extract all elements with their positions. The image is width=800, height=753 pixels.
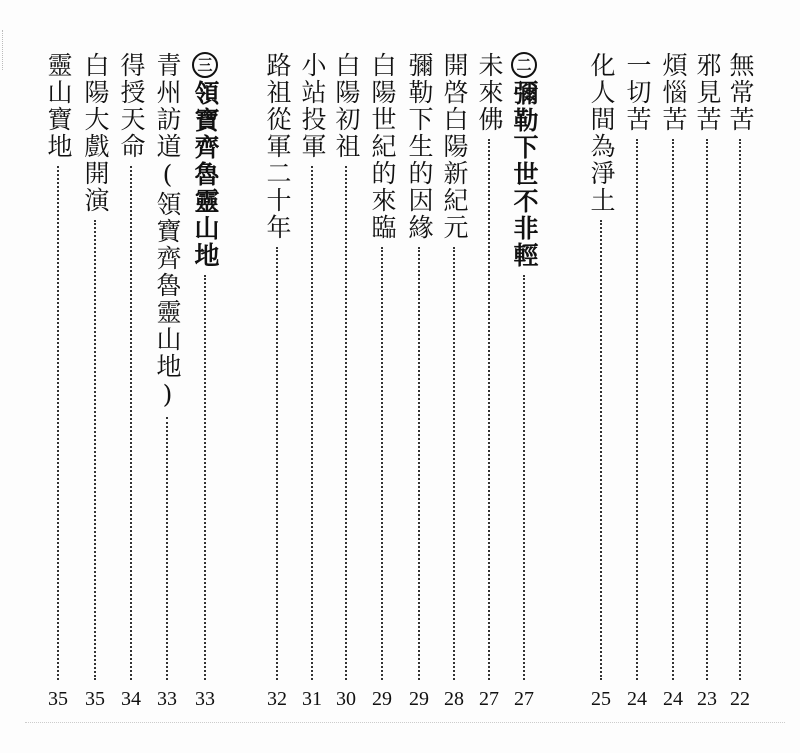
toc-entry-deshou-tianming [114,52,148,712]
dotted-leader [418,247,420,680]
toc-entry-hua-renjian [584,52,618,712]
entry-page-number: 25 [591,688,611,710]
section-number-circle: 二 [511,52,537,78]
toc-entry-weilai-fo [472,52,506,712]
dotted-leader [523,275,525,680]
entry-title: 路祖從軍二十年 [263,52,292,241]
scan-artifact [2,30,6,70]
entry-page-number: 35 [48,688,68,710]
entry-title: 開啓白陽新紀元 [440,52,469,241]
entry-title: 化人間為淨土 [587,52,616,214]
section-title: 彌勒下世不非輕 [510,80,539,269]
toc-entry-lingshan-baodi [41,52,75,712]
dotted-leader [672,139,674,680]
toc-entry-luzu-congjun [260,52,294,712]
dotted-leader [276,247,278,680]
entry-page-number: 31 [302,688,322,710]
toc-entry-xiaozhan-toujun [295,52,329,712]
entry-page-number: 35 [85,688,105,710]
dotted-leader [204,275,206,680]
dotted-leader [381,247,383,680]
toc-entry-xiejian-ku [690,52,724,712]
scan-bottom-edge [25,722,785,723]
dotted-leader [345,166,347,680]
dotted-leader [488,139,490,680]
dotted-leader [311,166,313,680]
toc-section-2 [507,52,541,712]
toc-entry-mile-xiasheng [402,52,436,712]
entry-page-number: 32 [267,688,287,710]
entry-title: 彌勒下生的因緣 [405,52,434,241]
entry-title: 小站投軍 [298,52,327,160]
toc-entry-baiyang-shiji [365,52,399,712]
entry-page-number: 28 [444,688,464,710]
section-title: 領寶齊魯靈山地 [191,80,220,269]
toc-entry-baiyang-chuzu [329,52,363,712]
entry-title: 未來佛 [475,52,504,133]
toc-section-3 [188,52,222,712]
entry-title: 白陽初祖 [332,52,361,160]
entry-title: 無常苦 [726,52,755,133]
entry-page-number: 33 [195,688,215,710]
dotted-leader [600,220,602,680]
entry-page-number: 23 [697,688,717,710]
entry-page-number: 22 [730,688,750,710]
entry-page-number: 29 [409,688,429,710]
entry-page-number: 34 [121,688,141,710]
section-number-circle: 三 [192,52,218,78]
entry-title: 得授天命 [117,52,146,160]
entry-title: 一切苦 [623,52,652,133]
entry-page-number: 29 [372,688,392,710]
entry-title: 邪見苦 [693,52,722,133]
toc-entry-kaiqi-baiyang [437,52,471,712]
toc-entry-qingzhou-fangdao [150,52,184,712]
dotted-leader [94,220,96,680]
entry-page-number: 24 [663,688,683,710]
dotted-leader [453,247,455,680]
toc-entry-yiqie-ku [620,52,654,712]
dotted-leader [706,139,708,680]
toc-entry-fannao-ku [656,52,690,712]
toc-entry-wuchang-ku [723,52,757,712]
entry-title: 靈山寶地 [44,52,73,160]
dotted-leader [166,417,168,680]
entry-page-number: 30 [336,688,356,710]
entry-title: 白陽世紀的來臨 [368,52,397,241]
dotted-leader [57,166,59,680]
entry-page-number: 27 [479,688,499,710]
entry-title: 青州訪道(領寶齊魯靈山地) [153,52,182,411]
toc-entry-baiyang-daxi [78,52,112,712]
dotted-leader [130,166,132,680]
entry-title: 煩惱苦 [659,52,688,133]
entry-page-number: 27 [514,688,534,710]
entry-title: 白陽大戲開演 [81,52,110,214]
entry-page-number: 24 [627,688,647,710]
entry-page-number: 33 [157,688,177,710]
dotted-leader [636,139,638,680]
dotted-leader [739,139,741,680]
